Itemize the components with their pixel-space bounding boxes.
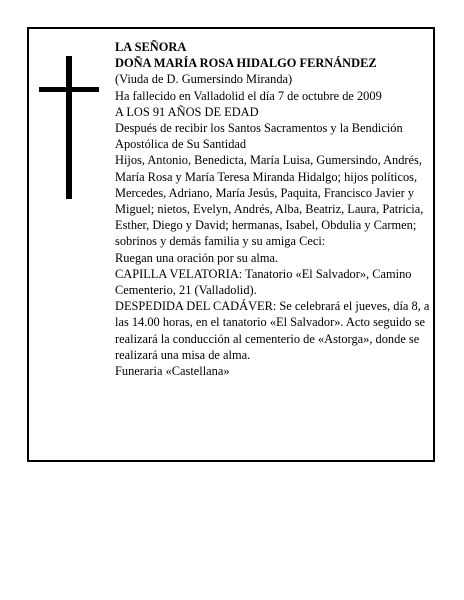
farewell-info: DESPEDIDA DEL CADÁVER: Se celebrará el jueves, día 8, a las 14.00 horas, en el tanatorio «El Salvador». Acto seguido se realizará la conducción al cementerio de «Astorga», donde se realizará una misa de alma. <box>115 299 433 362</box>
notice-text <box>115 39 433 379</box>
cross-icon <box>39 56 99 199</box>
cross-horizontal-bar <box>39 87 99 92</box>
prayer-request: Ruegan una oración por su alma. <box>115 250 279 265</box>
family-list: Hijos, Antonio, Benedicta, María Luisa, Gumersindo, Andrés, María Rosa y María Teresa Miranda Hidalgo; hijos políticos, Mercedes, Adriano, María Jesús, Paquita, Francisco Javier y Miguel; nietos, Evelyn, Andrés, Alba, Beatriz, Laura, Patricia, Esther, Diego y David; hermanas, Isabel, Obdulia y Carmen; sobrinos y demás familia y su amiga Ceci: <box>115 153 427 249</box>
obituary-notice <box>27 27 435 462</box>
death-info: Ha fallecido en Valladolid el día 7 de octubre de 2009 <box>115 88 382 103</box>
chapel-info: CAPILLA VELATORIA: Tanatorio «El Salvador», Camino Cementerio, 21 (Valladolid). <box>115 266 415 298</box>
funeral-home: Funeraria «Castellana» <box>115 364 230 379</box>
notice-heading: LA SEÑORA <box>115 40 187 54</box>
cross-vertical-bar <box>66 56 72 199</box>
age-at-death: A LOS 91 AÑOS DE EDAD <box>115 104 259 119</box>
deceased-name: DOÑA MARÍA ROSA HIDALGO FERNÁNDEZ <box>115 56 377 71</box>
widow-of: (Viuda de D. Gumersindo Miranda) <box>115 72 293 87</box>
sacraments-text: Después de recibir los Santos Sacramentos y la Bendición Apostólica de Su Santidad <box>115 121 406 152</box>
